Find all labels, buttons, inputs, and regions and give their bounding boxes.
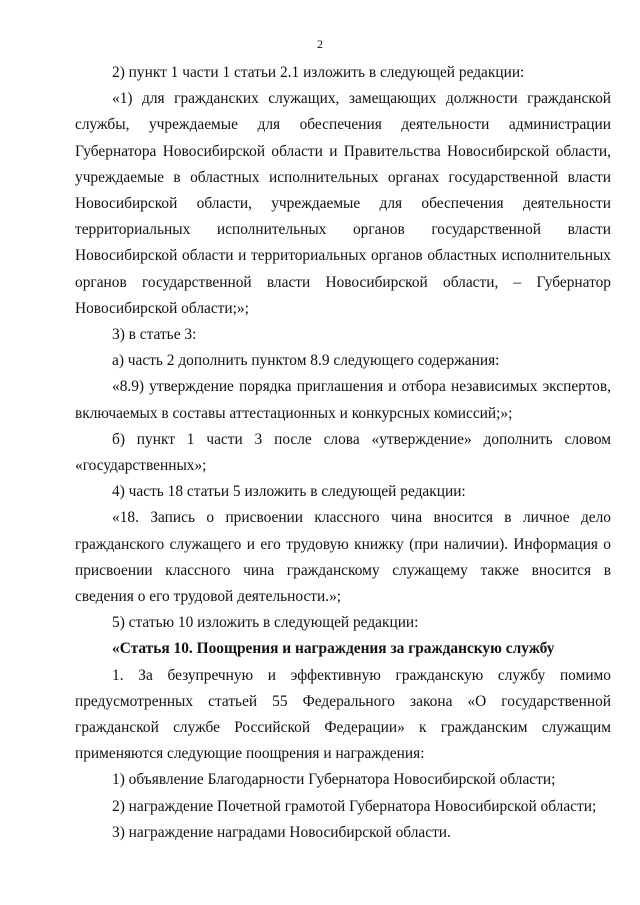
paragraph: а) часть 2 дополнить пунктом 8.9 следующего содержания:	[112, 352, 500, 370]
list-item: 3) награждение наградами Новосибирской области.	[112, 823, 451, 841]
paragraph: 2) пункт 1 части 1 статьи 2.1 изложить в следующей редакции:	[112, 64, 525, 81]
paragraph: б) пункт 1 части 3 после слова «утверждение» дополнить словом «государственных»;	[75, 430, 611, 475]
document-body	[75, 60, 611, 846]
paragraph: 1. За безупречную и эффективную гражданскую службу помимо предусмотренных статьей 55 Федерального закона «О государственной гражданской службе Российской Федерации» к гражданским служащим применяются следующие поощрения и награждения:	[75, 666, 611, 763]
list-item: 1) объявление Благодарности Губернатора Новосибирской области;	[112, 771, 556, 789]
paragraph: «8.9) утверждение порядка приглашения и отбора независимых экспертов, включаемых в составы аттестационных и конкурсных комиссий;»;	[75, 378, 611, 422]
paragraph: 4) часть 18 статьи 5 изложить в следующей редакции:	[112, 483, 466, 501]
article-heading: «Статья 10. Поощрения и награждения за гражданскую службу	[112, 640, 555, 658]
paragraph: «18. Запись о присвоении классного чина вносится в личное дело гражданского служащего и его трудовую книжку (при наличии). Информация о присвоении классного чина гражданскому служащему также вносится в сведения о его трудовой деятельности.»;	[75, 509, 611, 606]
paragraph: 3) в статье 3:	[112, 326, 197, 344]
paragraph: «1) для гражданских служащих, замещающих должности гражданской службы, учреждаемые для обеспечения деятельности администрации Губернатора Новосибирской области и Правительства Новосибирской области, учреждаемые в областных исполнительных органах государственной власти Новосибирской области, учреждаемые для обеспечения деятельности территориальных исполнительных органов государственной власти Новосибирской области и территориальных органов областных исполнительных органов государственной власти Новосибирской области, – Губернатор Новосибирской области;»;	[75, 90, 611, 317]
page-number: 2	[317, 37, 323, 51]
paragraph: 5) статью 10 изложить в следующей редакции:	[112, 614, 419, 632]
list-item: 2) награждение Почетной грамотой Губернатора Новосибирской области;	[112, 797, 597, 815]
